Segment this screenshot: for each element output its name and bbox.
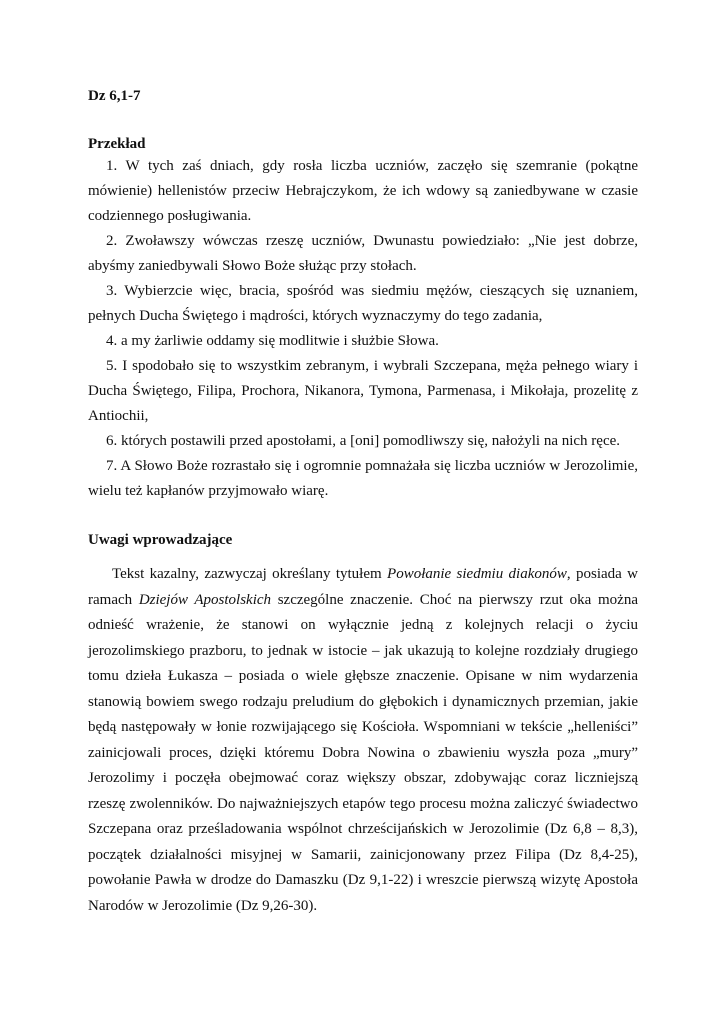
introduction-paragraph	[88, 562, 638, 919]
translation-heading: Przekład	[88, 136, 146, 152]
intro-text-mid: , posiada w ramach	[88, 566, 638, 608]
verse-4: 4. a my żarliwie oddamy się modlitwie i służbie Słowa.	[106, 333, 439, 349]
intro-text-rest: szczególne znaczenie. Choć na pierwszy rzut oka można odnieść wrażenie, że stanowi on wyłącznie jedną z kolejnych relacji o życiu jerozolimskiego prazboru, to jednak w istocie – jak ukazują to kolejne rozdziały drugiego tomu dzieła Łukasza – posiada o wiele głębsze znaczenie. Opisane w nim wydarzenia stanowią bowiem swego rodzaju preludium do głębokich i dynamicznych przemian, jakie będą następowały w łonie rozwijającego się Kościoła. Wspomniani w tekście „helleniści” zainicjowali proces, dzięki któremu Dobra Nowina o zbawieniu wyszła poza „mury” Jerozolimy i poczęła obejmować coraz większy obszar, zdobywając coraz liczniejszą rzeszę zwolenników. Do najważniejszych etapów tego procesu można zaliczyć świadectwo Szczepana oraz prześladowania wspólnot chrześcijańskich w Jerozolimie (Dz 6,8 – 8,3), początek działalności misyjnej w Samarii, zainicjonowany przez Filipa (Dz 8,4-25), powołanie Pawła w drodze do Damaszku (Dz 9,1-22) i wreszcie pierwszą wizytę Apostoła Narodów w Jerozolimie (Dz 9,26-30).	[88, 591, 638, 914]
book-title-italic: Dziejów Apostolskich	[138, 591, 272, 608]
scripture-reference: Dz 6,1-7	[88, 88, 141, 104]
verse-2: 2. Zwoławszy wówczas rzeszę uczniów, Dwunastu powiedziało: „Nie jest dobrze, abyśmy zaniedbywali Słowo Boże służąc przy stołach.	[88, 233, 638, 274]
verse-7: 7. A Słowo Boże rozrastało się i ogromnie pomnażała się liczba uczniów w Jerozolimie, wielu też kapłanów przyjmowało wiarę.	[88, 458, 638, 499]
verse-5: 5. I spodobało się to wszystkim zebranym, i wybrali Szczepana, męża pełnego wiary i Ducha Świętego, Filipa, Prochora, Nikanora, Tymona, Parmenasa, i Mikołaja, prozelitę z Antiochii,	[88, 358, 638, 424]
sermon-title-italic: Powołanie siedmiu diakonów	[387, 566, 567, 582]
introduction-heading: Uwagi wprowadzające	[88, 532, 233, 548]
intro-text-start: Tekst kazalny, zazwyczaj określany tytułem	[112, 566, 388, 582]
verse-3: 3. Wybierzcie więc, bracia, spośród was siedmiu mężów, cieszących się uznaniem, pełnych Ducha Świętego i mądrości, których wyznaczymy do tego zadania,	[88, 283, 638, 324]
verse-1: 1. W tych zaś dniach, gdy rosła liczba uczniów, zaczęło się szemranie (pokątne mówienie) hellenistów przeciw Hebrajczykom, że ich wdowy są zaniedbywane w czasie codziennego posługiwania.	[88, 158, 638, 224]
verse-6: 6. których postawili przed apostołami, a [oni] pomodliwszy się, nałożyli na nich ręce.	[106, 433, 621, 449]
verse-list	[88, 154, 638, 504]
